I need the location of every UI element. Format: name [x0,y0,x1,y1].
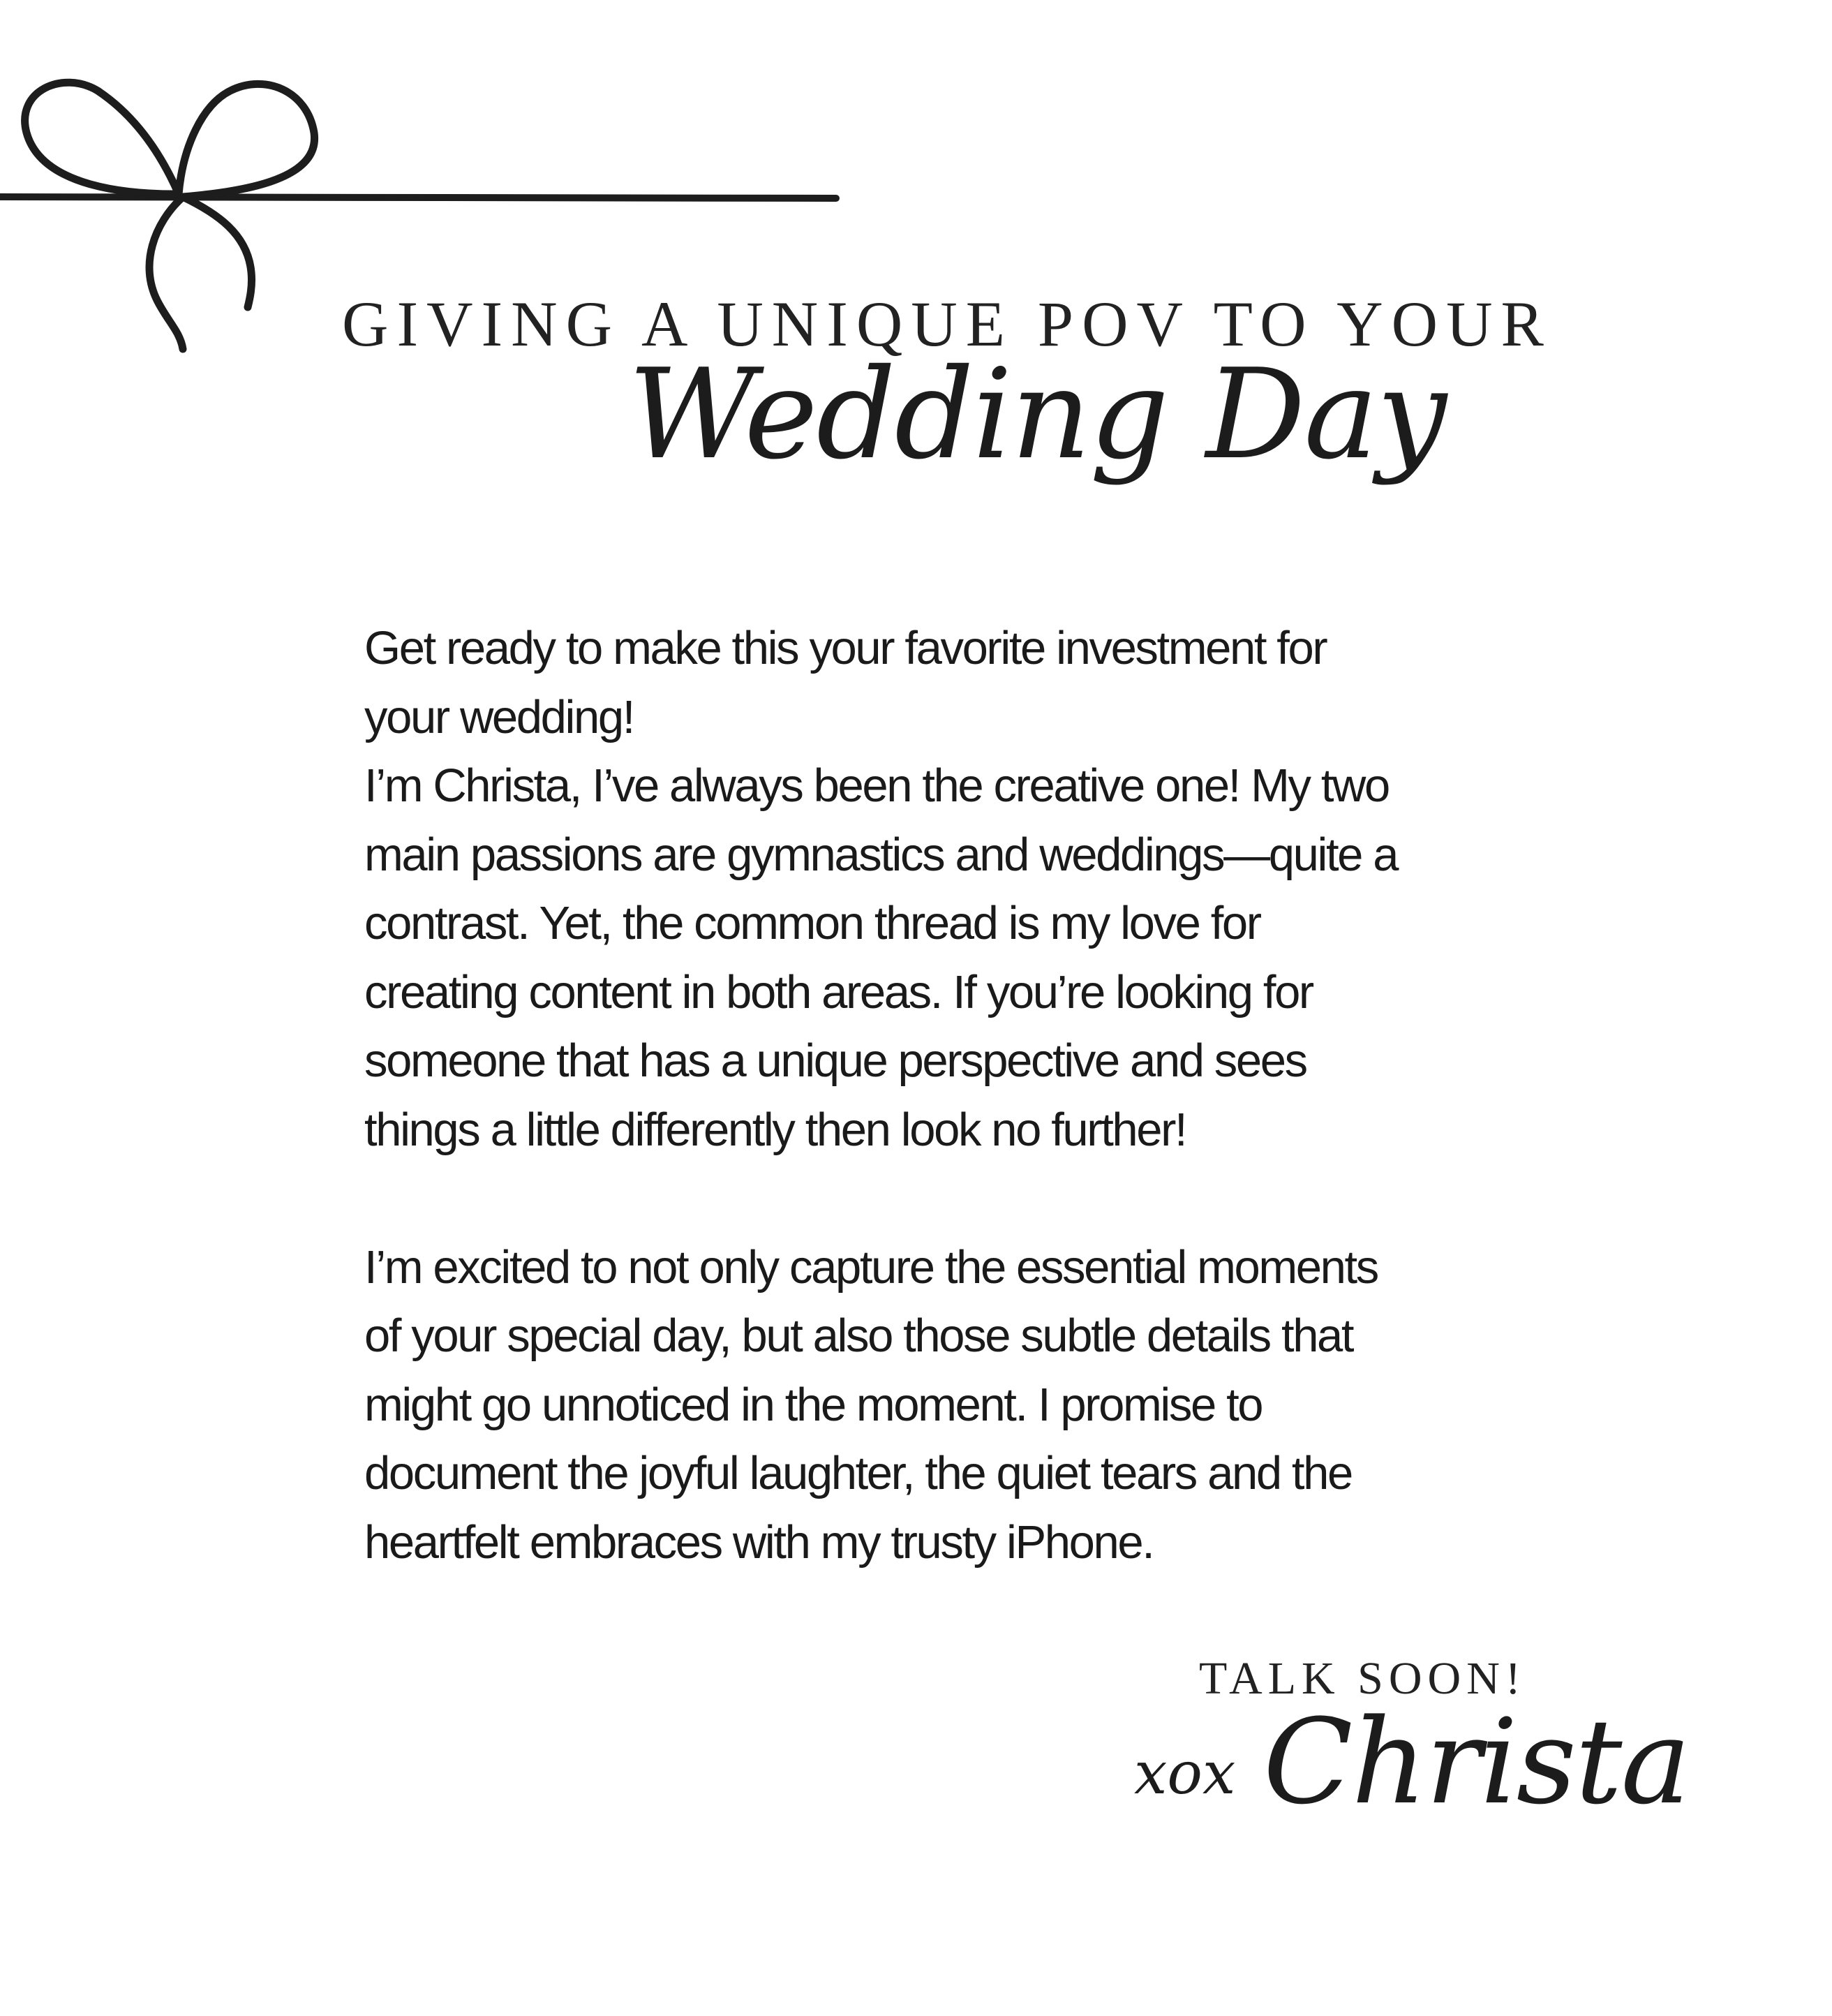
bow-right-tail [183,197,252,307]
body-line: heartfelt embraces with my trusty iPhone. [364,1515,1154,1569]
body-line: I’m Christa, I’ve always been the creative one! My two [364,759,1389,812]
body-line: your wedding! [364,690,634,743]
body-line: someone that has a unique perspective and sees [364,1035,1306,1087]
body-line: Get ready to make this your favorite investment for [364,622,1327,674]
ribbon-line [0,197,836,198]
body-line: document the joyful laughter, the quiet tears and the [364,1447,1352,1499]
page-title: GIVING A UNIQUE POV TO YOUR [342,288,1552,360]
script-subtitle: Wedding Day [628,342,1446,487]
paragraph-spacer [364,1164,1537,1233]
body-line: might go unnoticed in the moment. I promise to [364,1378,1263,1431]
body-copy [364,614,1537,1577]
body-line: I’m excited to not only capture the essential moments [364,1240,1378,1294]
bow-left-loop [25,82,179,194]
bow-right-loop [179,84,315,197]
signature: Christa [1263,1693,1690,1830]
bow-left-tail [149,197,183,349]
signoff-text: TALK SOON! [1199,1653,1526,1704]
signoff-prefix: xox [1134,1739,1236,1807]
body-line: creating content in both areas. If you’re looking for [364,965,1313,1018]
body-line: main passions are gymnastics and weddings—quite a [364,828,1398,881]
body-line: of your special day, but also those subtle details that [364,1310,1353,1362]
body-line: things a little differently then look no further! [364,1103,1186,1156]
body-line: contrast. Yet, the common thread is my love for [364,897,1260,949]
